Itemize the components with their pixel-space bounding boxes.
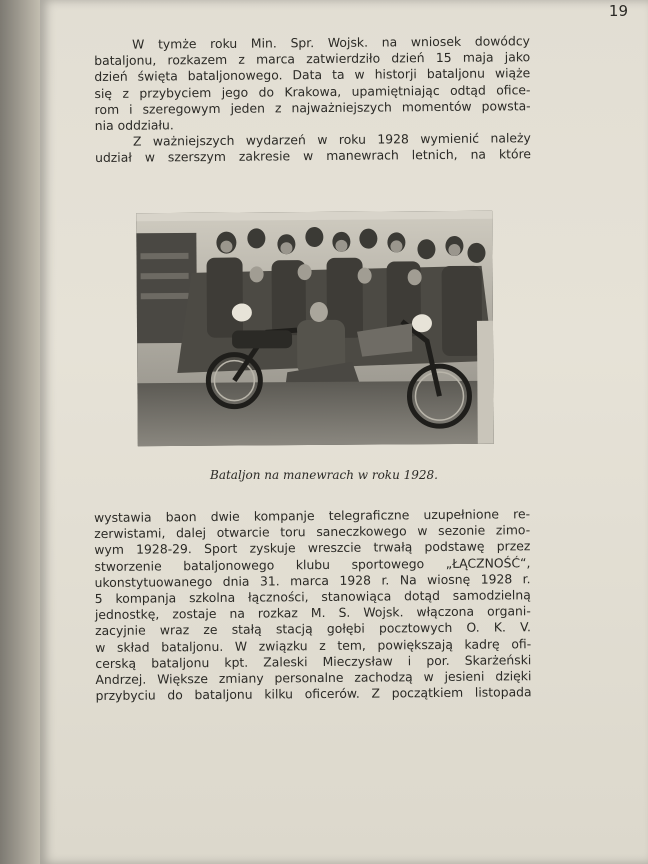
word: bataljonu, [94,52,157,69]
word: z [319,637,326,653]
word: zerwistami, [94,525,166,542]
word: Zaleski [263,653,308,670]
word: pocztowych [378,620,453,636]
word: M. [310,605,326,621]
word: włączona [416,603,475,620]
word: r. [381,572,390,588]
word: bataljonowego [183,556,275,573]
photo-caption: Bataljon na manewrach w roku 1928. [210,468,438,482]
word: zmiany [218,670,264,686]
word: letnich, [411,147,458,163]
word: zachodzą [354,669,413,685]
word: 1928 [377,131,409,147]
word: tem, [337,637,366,653]
word: Z [132,133,142,149]
word: Andrzej. [95,671,147,687]
word: bataljonu. [161,638,224,654]
word: zimo- [495,522,531,538]
word: ukonstytuowanego [94,573,213,590]
word: w [95,639,106,655]
word: manewrach [326,147,399,164]
word: na [470,146,487,163]
word: wym [94,542,124,558]
word: re- [513,506,531,522]
word: marca [255,51,296,67]
word: 5 [94,590,103,606]
photo-image [136,211,494,446]
word: w [317,132,328,148]
word: klubu [295,556,331,572]
photo-soldiers-motorcycles [136,211,494,446]
word: trwałą [373,539,413,555]
word: por. [426,652,450,668]
word: ofice- [496,81,531,98]
word: wystawia [94,509,152,525]
word: dowódcy [474,33,531,49]
word: zacyjnie [94,622,146,639]
word: Na [399,571,417,588]
word: kilku [264,686,294,702]
word: ważniejszych [152,132,235,149]
word: przybyciem [139,84,212,101]
word: baon [165,509,197,525]
word: r. [522,570,531,587]
word: zakresie [238,148,291,165]
word: powiększają [377,636,453,653]
word: bataljonu [151,654,210,671]
word: ta [332,67,345,83]
word: dalej [175,525,207,541]
word: jednostkę, [94,606,160,623]
word: stworzenie [94,557,162,574]
word: ze [203,622,218,638]
word: zyskuje [249,540,296,557]
word: Wojsk. [363,604,404,620]
word: gołębi [326,620,365,637]
word: 1928-29. [136,541,192,558]
word: które [498,146,532,162]
word: udział [94,149,132,166]
word: Wojsk. [327,34,369,50]
word: historji [374,66,417,82]
word: i [407,652,412,668]
word: sportowego [351,555,425,572]
word: Spr. [290,35,315,51]
word: dzień [391,50,425,66]
word: wymienić [420,130,480,147]
word: w [354,67,365,83]
word: zostaje [172,606,217,622]
word: listopada [474,684,532,700]
word: w [423,668,434,685]
word: 1928 [480,571,513,587]
top-text-block [94,33,531,166]
word: z [274,100,282,116]
word: wiosnę [427,571,471,587]
word: szkolna [188,589,236,606]
word: przez [496,538,531,554]
word: W [131,36,145,52]
word: samodzielną [452,587,531,603]
word: dnia [222,573,250,589]
word: Min. [250,35,277,51]
word: wydarzeń [245,132,306,148]
word: S. [338,604,351,620]
word: dzień [94,69,128,85]
page-number: 19 [608,2,628,20]
word: Krakowa, [284,83,342,99]
bottom-text-block [94,506,532,704]
word: do [258,83,275,100]
word: stanowiąca [321,588,392,604]
word: roku [210,35,238,51]
word: powsta- [481,97,531,114]
word: 15 [435,50,452,66]
word: oficerów. [304,685,360,702]
word: w [144,149,155,165]
word: najważniejszych [291,99,392,116]
word: Większe [157,670,209,687]
word: O. [466,619,480,636]
word: w [303,148,314,164]
word: zatwierdziło [306,50,381,67]
word: jego [221,84,249,100]
word: kpt. [224,654,249,670]
word: Data [292,67,323,83]
word: należy [490,130,531,146]
word: maja [462,49,494,65]
word: uzupełnione [423,506,500,523]
word: telegraficzne [328,507,410,523]
word: rom [94,101,120,117]
word: marca [290,572,330,589]
word: bataljonu [194,686,253,703]
word: stacją [275,621,313,637]
word: tymże [157,36,197,52]
word: cerską [95,655,137,671]
word: szerszym [167,149,226,165]
word: jesieni [444,668,485,684]
word: na [229,605,245,621]
word: personalne [274,669,344,686]
word: saneczkowego [316,523,407,540]
word: roku [338,131,366,147]
word: kadrę [464,635,500,652]
word: kompanja [115,590,177,606]
word: „ŁĄCZNOŚĆ“, [445,554,531,571]
word: Skarżeński [464,651,532,668]
word: ofi- [511,635,532,651]
word: upamiętniając [351,82,440,99]
word: Z [371,685,381,701]
word: jako [504,49,531,65]
word: toru [280,524,306,540]
word: związku [258,637,308,654]
word: stałą [231,621,262,638]
word: sezonie [438,522,486,539]
word: do [167,687,183,703]
word: wniosek [410,33,462,50]
word: w [417,523,428,539]
word: bataljonowego. [187,67,283,84]
word: organi- [487,603,531,619]
word: rozkaz [257,605,298,621]
word: rozkazem [167,52,228,68]
word: Sport [204,541,238,557]
word: wiąże [494,65,531,81]
word: przybyciu [95,687,156,704]
word: odtąd [449,82,486,98]
word: otwarcie [216,524,270,541]
word: dotąd [404,587,440,604]
word: początkiem [391,684,464,701]
word: dwie [210,508,240,524]
word: skład [116,639,150,655]
word: podstawę [424,538,485,555]
word: z [238,51,245,67]
word: wraz [159,622,190,638]
word: z [122,85,129,101]
word: kompanje [253,508,315,524]
word: bataljonu [426,65,485,82]
word: W [234,638,248,654]
word: jeden [230,100,266,116]
word: 31. [259,573,280,589]
text-line: nia oddziału. [94,117,174,133]
word: Mieczysław [322,653,393,669]
word: święta [137,68,178,84]
word: dzięki [495,668,532,684]
word: 1928 [339,572,372,588]
word: łączności, [247,589,309,605]
word: się [94,85,113,101]
word: V. [520,619,532,635]
word: K. [493,619,507,635]
word: na [381,34,398,50]
word: momentów [401,98,472,115]
word: wreszcie [307,540,362,556]
word: i [129,101,133,117]
word: szeregowym [142,100,221,117]
